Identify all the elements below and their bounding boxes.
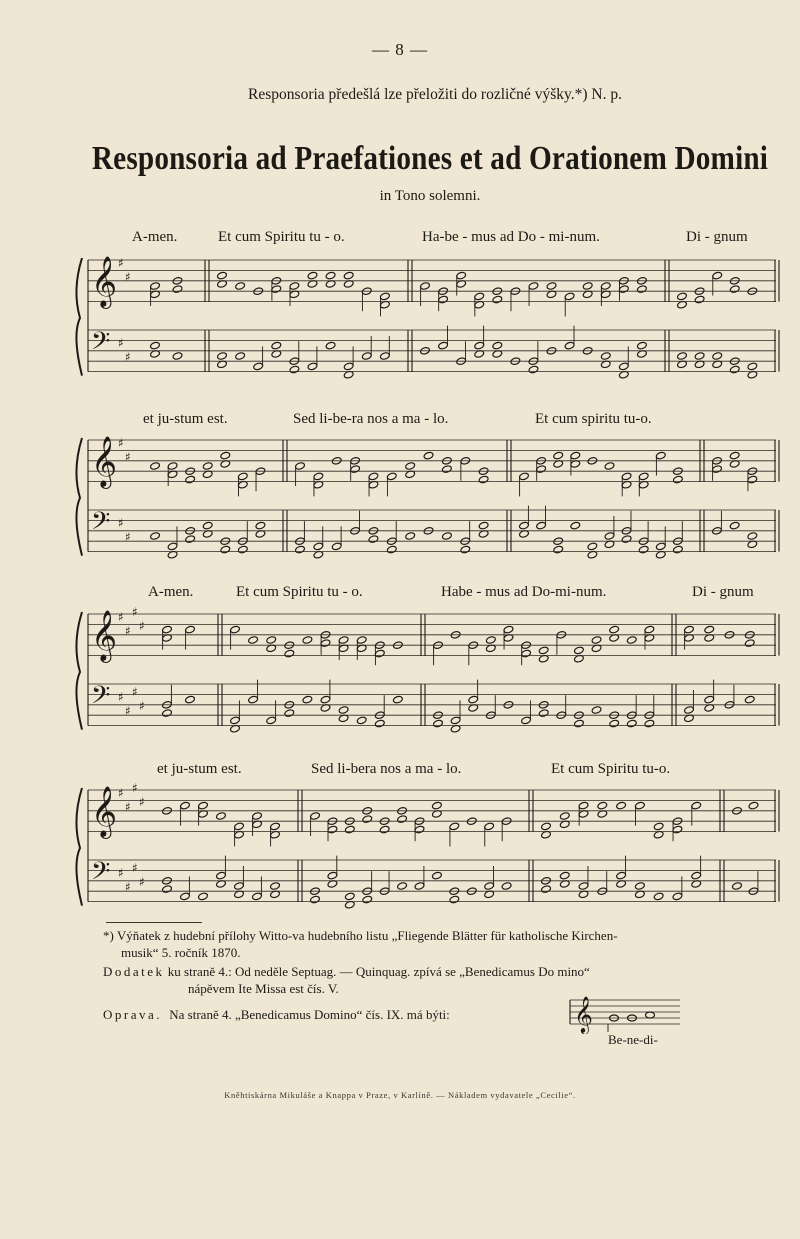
note-head	[217, 271, 228, 280]
footnote-divider	[106, 922, 202, 923]
note-head	[289, 282, 300, 291]
note-head	[519, 472, 530, 481]
note-head	[289, 365, 300, 374]
page-subtitle: in Tono solemni.	[379, 188, 481, 204]
sharp-icon: ♯	[125, 624, 131, 638]
note-head	[442, 532, 453, 541]
note-head	[284, 649, 295, 658]
treble-clef-icon: 𝄞	[574, 995, 593, 1033]
note-head	[270, 822, 281, 831]
note-head	[621, 472, 632, 481]
note-head	[712, 465, 723, 474]
note-head	[362, 815, 373, 824]
note-head	[655, 542, 666, 551]
sharp-icon: ♯	[132, 685, 138, 699]
note-head	[677, 352, 688, 361]
note-head	[433, 719, 444, 728]
note-head	[609, 719, 620, 728]
note-head	[553, 451, 564, 460]
note-head	[270, 882, 281, 891]
sharp-icon: ♯	[139, 699, 145, 713]
note-head	[295, 545, 306, 554]
note-head	[150, 341, 161, 350]
music-system-1	[0, 250, 800, 390]
note-head	[252, 812, 263, 821]
sharp-icon: ♯	[118, 436, 124, 450]
lyric-dignum-2: Di - gnum	[692, 584, 754, 600]
note-head	[202, 521, 213, 530]
note-head	[621, 535, 632, 544]
system-brace	[76, 788, 82, 906]
note-head	[356, 636, 367, 645]
note-head	[327, 871, 338, 880]
lyric-et-cum-spiritu-2: Et cum Spiritu tu - o.	[236, 584, 363, 600]
note-head	[536, 465, 547, 474]
note-head	[266, 716, 277, 725]
note-head	[521, 716, 532, 725]
printer-line: Kněhtiskárna Mikuláše a Knappa v Praze, v Karlíně. — Nákladem vydavatele „Cecilie“.	[224, 1090, 576, 1100]
bass-clef-icon: 𝄢	[91, 681, 111, 716]
note-head	[338, 706, 349, 715]
note-head	[484, 822, 495, 831]
footnote-star	[103, 927, 793, 961]
sharp-icon: ♯	[118, 256, 124, 270]
note-head	[180, 801, 191, 810]
note-head	[266, 636, 277, 645]
lyric-sed-libera-2: Sed li-bera nos a ma - lo.	[311, 761, 462, 777]
note-head	[538, 709, 549, 718]
note-head	[185, 695, 196, 704]
note-head	[747, 362, 758, 371]
note-head	[320, 695, 331, 704]
note-head	[474, 341, 485, 350]
note-head	[546, 282, 557, 291]
note-head	[368, 472, 379, 481]
note-head	[320, 639, 331, 648]
note-head	[307, 271, 318, 280]
note-head	[271, 341, 282, 350]
note-head	[747, 532, 758, 541]
sharp-icon: ♯	[132, 605, 138, 619]
treble-staff	[88, 781, 779, 839]
note-head	[604, 532, 615, 541]
lyric-et-cum-spiritu: Et cum Spiritu tu - o.	[218, 229, 345, 245]
note-head	[185, 535, 196, 544]
note-head	[220, 451, 231, 460]
note-head	[414, 825, 425, 834]
note-head	[423, 451, 434, 460]
note-head	[338, 636, 349, 645]
note-head	[368, 535, 379, 544]
sharp-icon: ♯	[125, 450, 131, 464]
note-head	[597, 801, 608, 810]
note-head	[486, 636, 497, 645]
note-head	[356, 716, 367, 725]
note-head	[379, 825, 390, 834]
note-head	[387, 545, 398, 554]
note-head	[644, 625, 655, 634]
note-head	[691, 801, 702, 810]
note-head	[553, 545, 564, 554]
note-head	[397, 815, 408, 824]
note-head	[694, 295, 705, 304]
note-head	[729, 521, 740, 530]
note-head	[637, 285, 648, 294]
note-head	[253, 362, 264, 371]
lyric-et-cum-spiritu-tuo-2: Et cum Spiritu tu-o.	[551, 761, 671, 777]
lyric-habemus: Ha-be - mus ad Do - mi-num.	[422, 229, 600, 245]
note-head	[616, 871, 627, 880]
note-head	[238, 472, 249, 481]
note-head	[468, 695, 479, 704]
note-head	[591, 706, 602, 715]
note-head	[331, 542, 342, 551]
note-head	[313, 472, 324, 481]
note-head	[541, 885, 552, 894]
music-system-3	[0, 604, 800, 744]
note-head	[350, 465, 361, 474]
note-head	[672, 825, 683, 834]
note-head	[626, 719, 637, 728]
note-head	[673, 545, 684, 554]
treble-clef-icon: 𝄞	[91, 256, 118, 307]
note-head	[162, 885, 173, 894]
oprava-label: Oprava.	[103, 1007, 163, 1022]
oprava-music-excerpt	[566, 992, 686, 1034]
note-head	[521, 649, 532, 658]
note-head	[230, 716, 241, 725]
footnote-oprava	[103, 1006, 563, 1023]
note-head	[397, 882, 408, 891]
note-head	[538, 646, 549, 655]
note-head	[732, 882, 743, 891]
note-head	[559, 871, 570, 880]
bass-clef-icon: 𝄢	[91, 857, 111, 892]
note-head	[587, 542, 598, 551]
note-head	[635, 882, 646, 891]
lyric-amen: A-men.	[132, 229, 178, 245]
note-head	[248, 636, 259, 645]
note-head	[704, 625, 715, 634]
note-head	[574, 646, 585, 655]
note-head	[343, 362, 354, 371]
note-head	[198, 892, 209, 901]
treble-staff	[88, 436, 779, 489]
sharp-icon: ♯	[139, 795, 145, 809]
note-head	[653, 822, 664, 831]
note-head	[450, 716, 461, 725]
note-head	[387, 472, 398, 481]
bass-staff	[88, 327, 779, 372]
sharp-icon: ♯	[139, 875, 145, 889]
sharp-icon: ♯	[139, 619, 145, 633]
note-head	[252, 892, 263, 901]
note-head	[380, 292, 391, 301]
note-head	[271, 285, 282, 294]
note-head	[255, 521, 266, 530]
bass-clef-icon: 𝄢	[91, 507, 111, 542]
note-head	[150, 282, 161, 291]
sharp-icon: ♯	[125, 530, 131, 544]
lyric-et-cum-spiritu-tuo: Et cum spiritu tu-o.	[535, 411, 652, 427]
lyric-habemus-2: Habe - mus ad Do-mi-num.	[441, 584, 607, 600]
note-head	[217, 352, 228, 361]
note-head	[635, 801, 646, 810]
sharp-icon: ♯	[125, 704, 131, 718]
note-head	[310, 895, 321, 904]
treble-clef-icon: 𝄞	[91, 786, 118, 837]
note-head	[380, 352, 391, 361]
note-head	[438, 295, 449, 304]
oprava-lyric: Be-ne-di-	[608, 1032, 658, 1047]
note-head	[637, 341, 648, 350]
lyric-et-justum-2: et ju-stum est.	[157, 761, 242, 777]
note-head	[570, 451, 581, 460]
note-head	[712, 271, 723, 280]
note-head	[646, 1012, 655, 1018]
note-head	[432, 871, 443, 880]
note-head	[744, 639, 755, 648]
note-head	[414, 882, 425, 891]
note-head	[519, 521, 530, 530]
note-head	[528, 365, 539, 374]
note-head	[230, 625, 241, 634]
note-head	[570, 521, 581, 530]
note-head	[449, 895, 460, 904]
note-head	[729, 451, 740, 460]
note-head	[374, 719, 385, 728]
note-head	[198, 801, 209, 810]
note-head	[302, 636, 313, 645]
note-head	[578, 882, 589, 891]
note-head	[405, 462, 416, 471]
note-head	[609, 625, 620, 634]
bass-staff	[88, 857, 779, 902]
note-head	[600, 352, 611, 361]
system-brace	[76, 612, 82, 730]
note-head	[619, 362, 630, 371]
note-head	[684, 625, 695, 634]
note-head	[295, 462, 306, 471]
note-head	[202, 462, 213, 471]
sharp-icon: ♯	[125, 270, 131, 284]
note-head	[474, 292, 485, 301]
note-head	[345, 825, 356, 834]
note-head	[673, 475, 684, 484]
note-head	[185, 625, 196, 634]
note-head	[393, 695, 404, 704]
note-head	[432, 801, 443, 810]
note-head	[503, 625, 514, 634]
lyric-et-justum: et ju-stum est.	[143, 411, 228, 427]
sharp-icon: ♯	[125, 350, 131, 364]
note-head	[694, 352, 705, 361]
sharp-icon: ♯	[125, 800, 131, 814]
note-head	[748, 801, 759, 810]
note-head	[564, 341, 575, 350]
note-head	[492, 341, 503, 350]
note-head	[185, 475, 196, 484]
system-brace	[76, 438, 82, 556]
music-system-2	[0, 430, 800, 570]
note-head	[325, 271, 336, 280]
note-head	[672, 892, 683, 901]
footnote-star-line2: musik“ 5. ročník 1870.	[121, 945, 241, 960]
note-head	[150, 532, 161, 541]
note-head	[677, 292, 688, 301]
bass-staff	[88, 681, 779, 726]
note-head	[638, 545, 649, 554]
note-head	[284, 709, 295, 718]
note-head	[302, 695, 313, 704]
note-head	[234, 882, 245, 891]
note-head	[361, 352, 372, 361]
note-head	[460, 545, 471, 554]
note-head	[248, 695, 259, 704]
note-head	[582, 282, 593, 291]
note-head	[220, 545, 231, 554]
note-head	[619, 285, 630, 294]
note-head	[655, 451, 666, 460]
note-head	[327, 825, 338, 834]
note-head	[747, 475, 758, 484]
note-head	[307, 362, 318, 371]
note-head	[691, 871, 702, 880]
note-head	[343, 271, 354, 280]
note-head	[653, 892, 664, 901]
lyric-sed-libera: Sed li-be-ra nos a ma - lo.	[293, 411, 449, 427]
note-head	[729, 365, 740, 374]
note-head	[150, 462, 161, 471]
note-head	[600, 282, 611, 291]
note-head	[604, 462, 615, 471]
sharp-icon: ♯	[118, 690, 124, 704]
note-head	[216, 812, 227, 821]
note-head	[405, 532, 416, 541]
note-head	[744, 695, 755, 704]
note-head	[478, 475, 489, 484]
note-head	[574, 719, 585, 728]
note-head	[501, 882, 512, 891]
note-head	[591, 636, 602, 645]
sharp-icon: ♯	[132, 781, 138, 795]
note-head	[345, 892, 356, 901]
note-head	[167, 462, 178, 471]
sharp-icon: ♯	[132, 861, 138, 875]
sharp-icon: ♯	[118, 516, 124, 530]
note-head	[478, 521, 489, 530]
note-head	[362, 895, 373, 904]
note-head	[325, 341, 336, 350]
note-head	[216, 871, 227, 880]
note-head	[235, 282, 246, 291]
lyric-dignum: Di - gnum	[686, 229, 748, 245]
note-head	[172, 285, 183, 294]
sharp-icon: ♯	[125, 880, 131, 894]
sharp-icon: ♯	[118, 866, 124, 880]
note-head	[238, 545, 249, 554]
note-head	[235, 352, 246, 361]
oprava-text: Na straně 4. „Benedicamus Domino“ čís. IX. má býti:	[169, 1007, 450, 1022]
note-head	[162, 625, 173, 634]
note-head	[541, 822, 552, 831]
note-head	[442, 465, 453, 474]
note-head	[374, 649, 385, 658]
bass-clef-icon: 𝄢	[91, 327, 111, 362]
note-head	[578, 801, 589, 810]
dodatek-line1: ku straně 4.: Od neděle Septuag. — Quinquag. zpívá se „Benedicamus Do mino“	[167, 964, 590, 979]
note-head	[684, 706, 695, 715]
note-head	[638, 472, 649, 481]
footnote-star-line1: *) Výňatek z hudební přílohy Witto-va hudebního listu „Fliegende Blätter für katholische Kirchen-	[103, 928, 618, 943]
note-head	[729, 285, 740, 294]
system-brace	[76, 258, 82, 376]
dodatek-line2: nápěvem Ite Missa est čís. V.	[188, 981, 339, 996]
note-head	[704, 695, 715, 704]
note-head	[559, 812, 570, 821]
note-head	[644, 719, 655, 728]
note-head	[180, 892, 191, 901]
sharp-icon: ♯	[118, 786, 124, 800]
lyric-amen-2: A-men.	[148, 584, 194, 600]
note-head	[438, 341, 449, 350]
note-head	[712, 352, 723, 361]
note-head	[492, 295, 503, 304]
sharp-icon: ♯	[118, 336, 124, 350]
note-head	[456, 271, 467, 280]
note-head	[167, 542, 178, 551]
note-head	[484, 882, 495, 891]
note-head	[616, 801, 627, 810]
note-head	[528, 282, 539, 291]
note-head	[172, 352, 183, 361]
music-system-4	[0, 780, 800, 920]
note-head	[564, 292, 575, 301]
note-head	[626, 636, 637, 645]
note-head	[536, 521, 547, 530]
treble-clef-icon: 𝄞	[91, 436, 118, 487]
transposition-note: Responsoria předešlá lze přeložiti do rozličné výšky.*) N. p.	[248, 86, 622, 103]
sharp-icon: ♯	[118, 610, 124, 624]
treble-clef-icon: 𝄞	[91, 610, 118, 661]
note-head	[310, 812, 321, 821]
note-head	[234, 822, 245, 831]
note-head	[449, 822, 460, 831]
dodatek-label: Dodatek	[103, 964, 165, 979]
note-head	[420, 282, 431, 291]
page-number: — 8 —	[372, 40, 428, 59]
note-head	[313, 542, 324, 551]
note-head	[162, 709, 173, 718]
treble-staff	[88, 256, 779, 309]
page-title: Responsoria ad Praefationes et ad Orationem Domini	[91, 140, 769, 177]
footnote-dodatek	[103, 963, 793, 997]
